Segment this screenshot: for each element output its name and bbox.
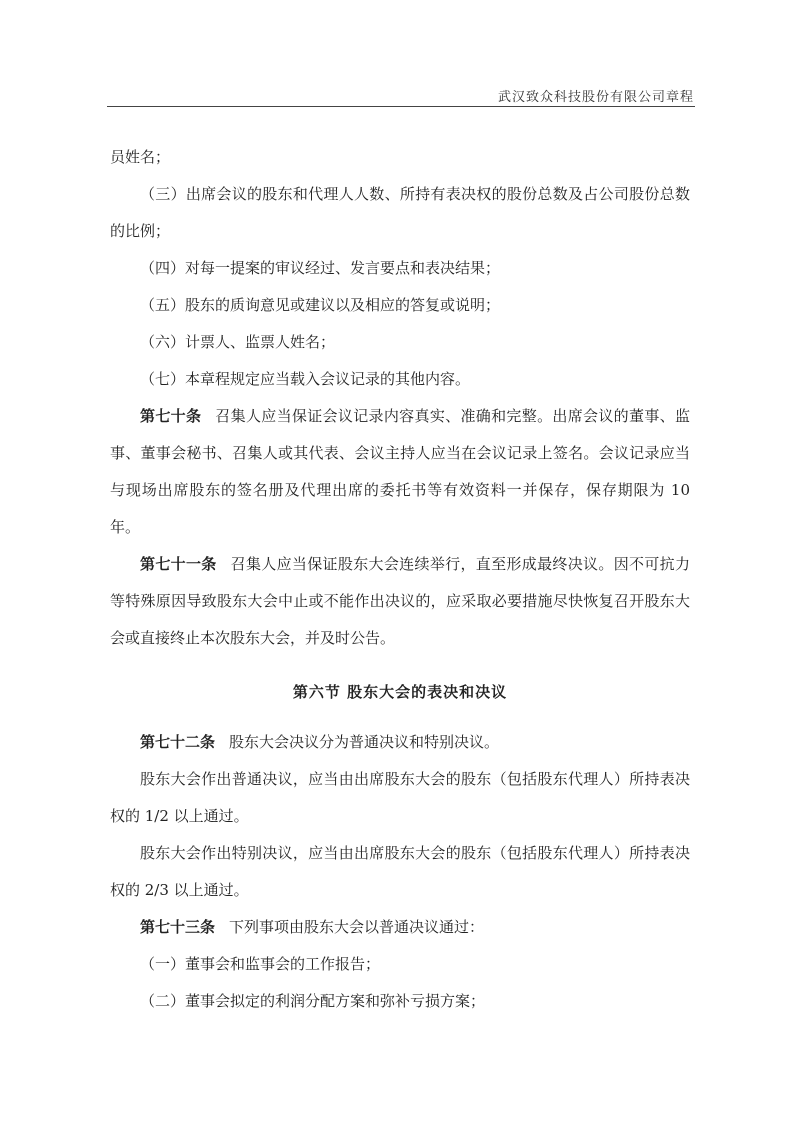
article-73-number: 第七十三条	[140, 918, 216, 936]
article-73-text: 下列事项由股东大会以普通决议通过：	[229, 918, 485, 936]
paragraph-continuation: 员姓名；	[110, 148, 171, 166]
article-70-text: 召集人应当保证会议记录内容真实、准确和完整。出席会议的董事、监事、董事会秘书、召集人或其代表、会议主持人应当在会议记录上签名。会议记录应当与现场出席股东的签名册及代理出席的委托书等有效资料一并保存，保存期限为 10 年。	[110, 407, 690, 536]
article-72	[110, 724, 690, 761]
document-header-title: 武汉致众科技股份有限公司章程	[497, 90, 694, 105]
paragraph-special-resolution: 股东大会作出特别决议，应当由出席股东大会的股东（包括股东代理人）所持表决权的 2/3 以上通过。	[110, 844, 690, 899]
article-71-text: 召集人应当保证股东大会连续举行，直至形成最终决议。因不可抗力等特殊原因导致股东大会中止或不能作出决议的，应采取必要措施尽快恢复召开股东大会或直接终止本次股东大会，并及时公告。	[110, 555, 690, 647]
paragraph-ordinary-resolution: 股东大会作出普通决议，应当由出席股东大会的股东（包括股东代理人）所持表决权的 1/2 以上通过。	[110, 770, 690, 825]
list-item-6: （六）计票人、监票人姓名；	[140, 333, 336, 351]
list-item-3: （三）出席会议的股东和代理人人数、所持有表决权的股份总数及占公司股份总数的比例；	[110, 185, 690, 240]
article-70	[110, 398, 690, 546]
article-71	[110, 546, 690, 657]
list-item-2: （二）董事会拟定的利润分配方案和弥补亏损方案；	[140, 992, 486, 1010]
list-item-7: （七）本章程规定应当载入会议记录的其他内容。	[140, 370, 471, 388]
list-item-1: （一）董事会和监事会的工作报告；	[140, 955, 381, 973]
article-71-number: 第七十一条	[140, 555, 217, 573]
list-item-4: （四）对每一提案的审议经过、发言要点和表决结果；	[140, 259, 501, 277]
section-spacer	[110, 657, 690, 670]
article-72-text: 股东大会决议分为普通决议和特别决议。	[229, 733, 500, 751]
article-72-number: 第七十二条	[140, 733, 216, 751]
section-heading: 第六节 股东大会的表决和决议	[292, 683, 508, 701]
article-70-number: 第七十条	[140, 407, 202, 425]
article-73	[110, 909, 690, 946]
document-body	[110, 139, 690, 1020]
header-divider	[107, 106, 695, 107]
list-item-5: （五）股东的质询意见或建议以及相应的答复或说明；	[140, 296, 501, 314]
